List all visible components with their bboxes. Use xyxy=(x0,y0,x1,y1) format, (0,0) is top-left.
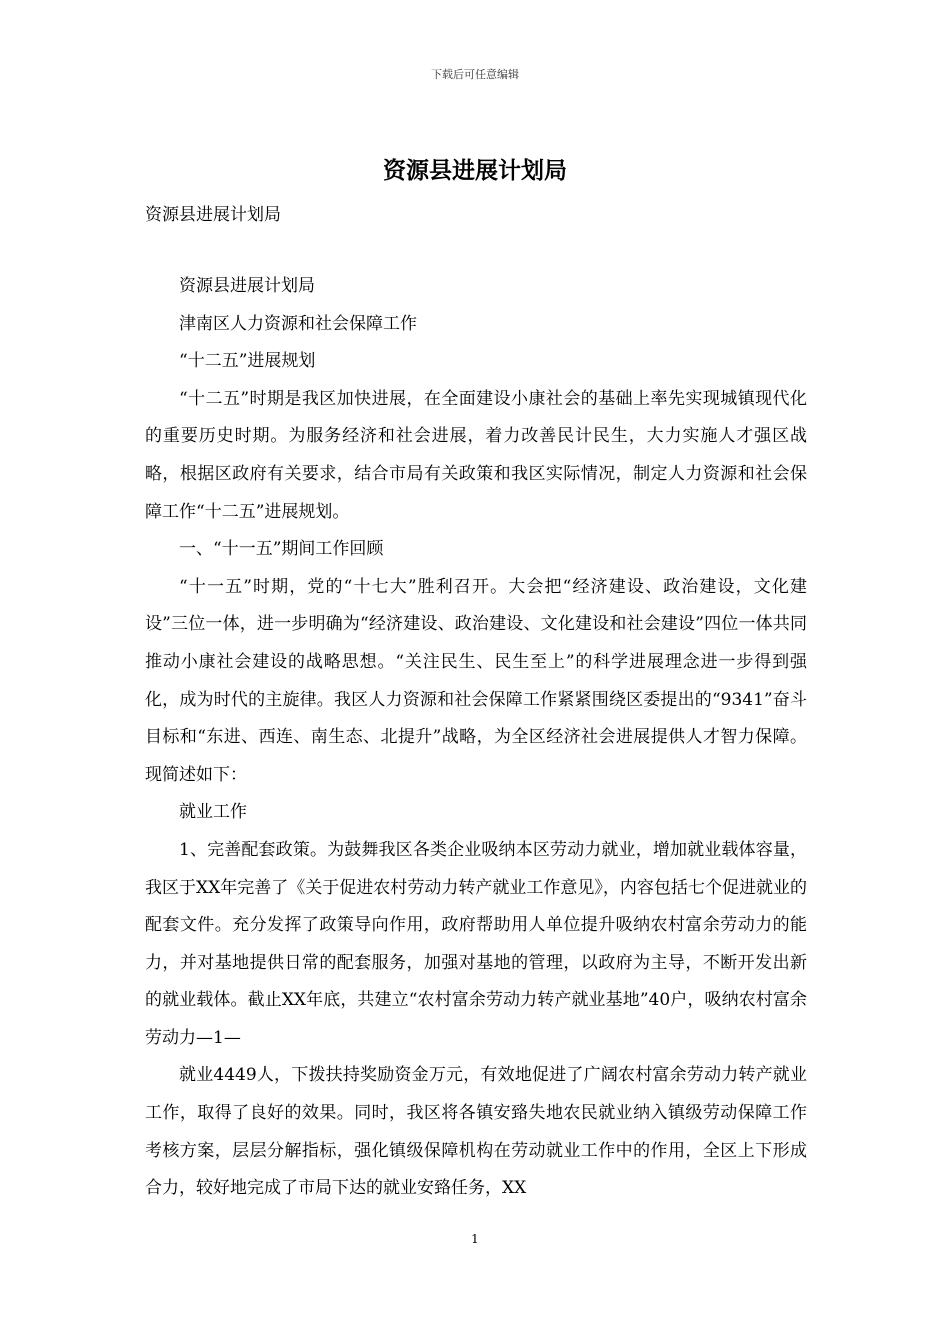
page-header-note: 下载后可任意编辑 xyxy=(431,68,519,81)
body-paragraph: 津南区人力资源和社会保障工作 xyxy=(179,313,417,334)
body-paragraph: “十二五”时期是我区加快进展，在全面建设小康社会的基础上率先实现城镇现代化的重要历史时期。为服务经济和社会进展，着力改善民计民生，大力实施人才强区战略，根据区政府有关要求，结合市局有关政策和我区实际情况，制定人力资源和社会保障工作“十二五”进展规划。 xyxy=(145,388,807,522)
body-paragraph: 就业4449人，下拨扶持奖励资金万元，有效地促进了广阔农村富余劳动力转产就业工作，取得了良好的效果。同时，我区将各镇安臵失地农民就业纳入镇级劳动保障工作考核方案，层层分解指标，强化镇级保障机构在劳动就业工作中的作用，全区上下形成合力，较好地完成了市局下达的就业安臵任务，XX xyxy=(145,1065,807,1199)
document-body xyxy=(145,268,807,1208)
body-paragraph: “十一五”时期，党的“十七大”胜利召开。大会把“经济建设、政治建设，文化建设”三位一体，进一步明确为“经济建设、政治建设、文化建设和社会建设”四位一体共同推动小康社会建设的战略思想。“关注民生、民生至上”的科学进展理念进一步得到强化，成为时代的主旋律。我区人力资源和社会保障工作紧紧围绕区委提出的“9341”奋斗目标和“东进、西连、南生态、北提升”战略，为全区经济社会进展提供人才智力保障。现简述如下： xyxy=(145,576,807,785)
document-subtitle: 资源县进展计划局 xyxy=(145,205,281,225)
body-paragraph: “十二五”进展规划 xyxy=(179,351,316,372)
page-number: 1 xyxy=(471,1232,479,1246)
section-heading: 一、“十一五”期间工作回顾 xyxy=(179,539,384,560)
body-paragraph: 资源县进展计划局 xyxy=(179,276,315,296)
subsection-heading: 就业工作 xyxy=(179,802,247,823)
body-paragraph: 1、完善配套政策。为鼓舞我区各类企业吸纳本区劳动力就业，增加就业载体容量，我区于XX年完善了《关于促进农村劳动力转产就业工作意见》，内容包括七个促进就业的配套文件。充分发挥了政策导向作用，政府帮助用人单位提升吸纳农村富余劳动力的能力，并对基地提供日常的配套服务，加强对基地的管理，以政府为主导，不断开发出新的就业载体。截止XX年底，共建立“农村富余劳动力转产就业基地”40户，吸纳农村富余劳动力—1— xyxy=(145,839,807,1048)
document-title: 资源县进展计划局 xyxy=(383,157,567,184)
